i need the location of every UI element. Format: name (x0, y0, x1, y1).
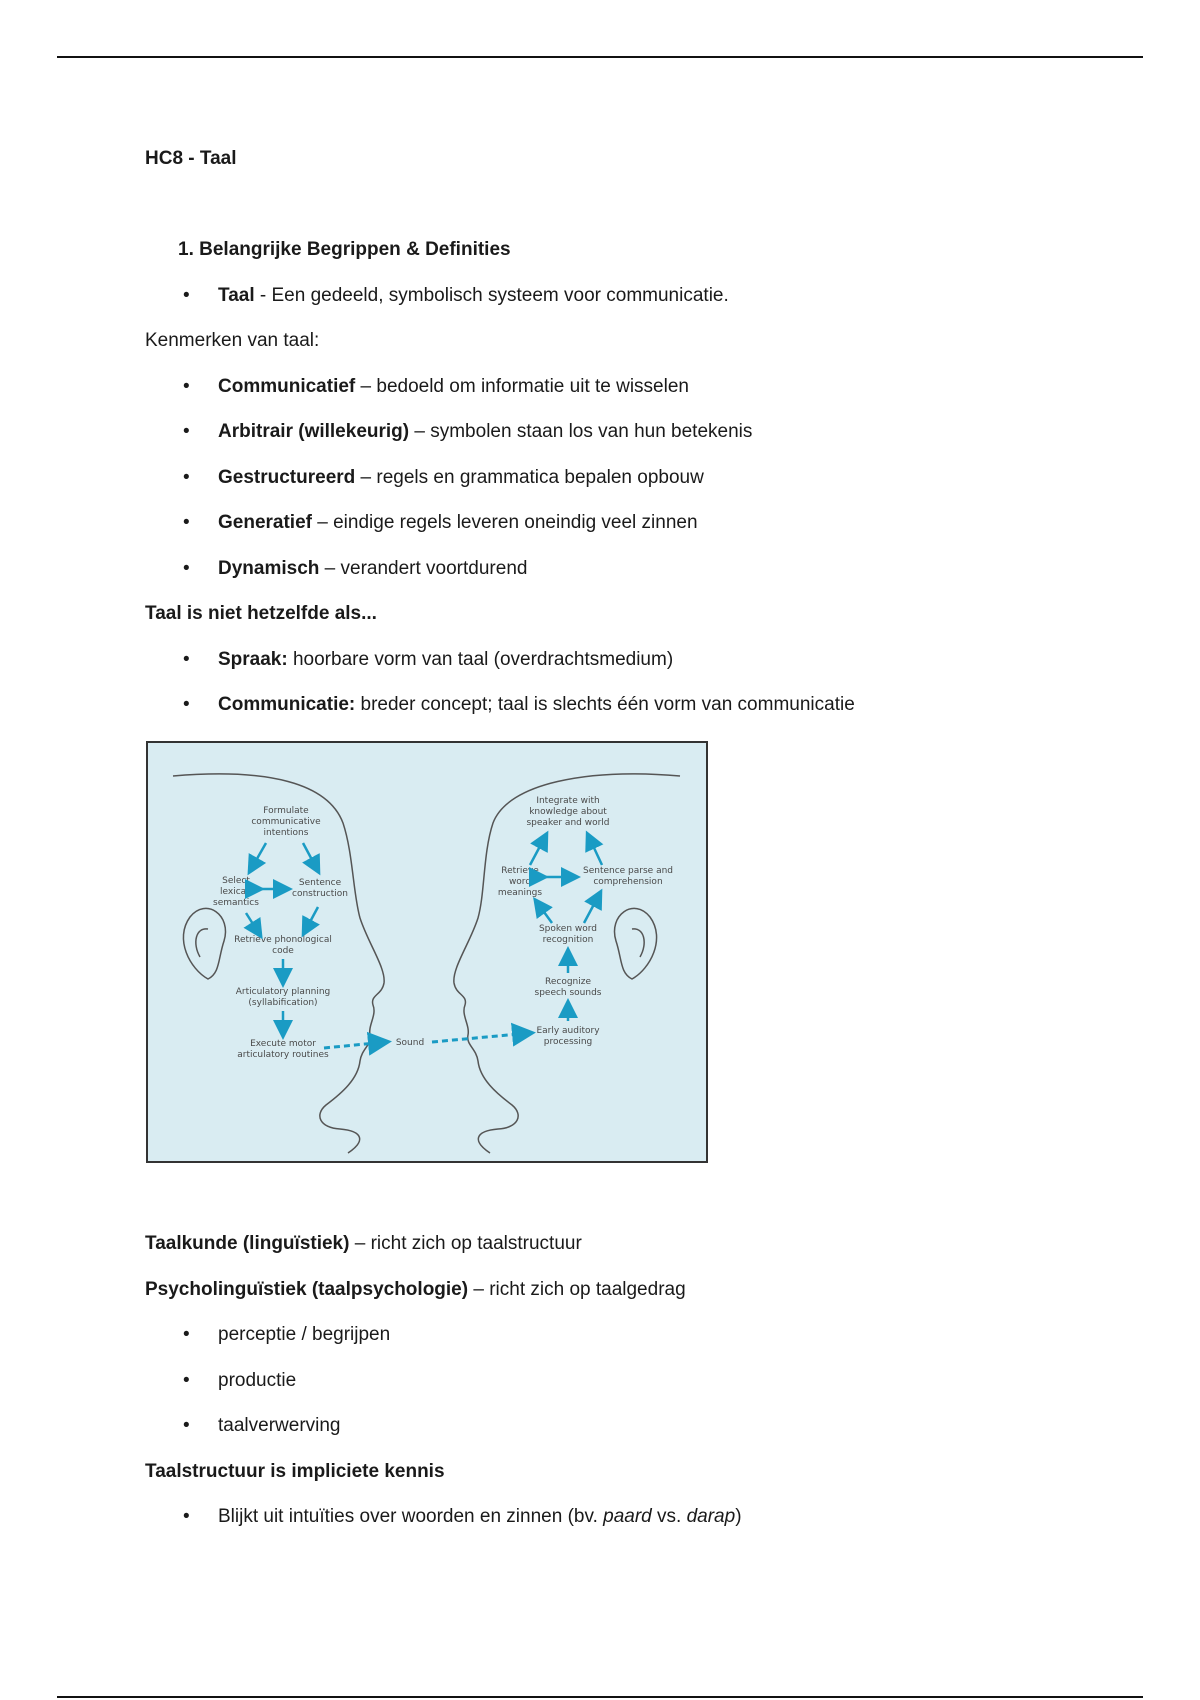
label-sound: Sound (395, 1038, 425, 1048)
item-text: perceptie / begrijpen (218, 1324, 391, 1345)
item-text: breder concept; taal is slechts één vorm van communicatie (355, 694, 855, 715)
top-rule (57, 56, 1143, 58)
feature-text: – symbolen staan los van hun betekenis (409, 421, 753, 442)
term: Generatief (218, 512, 312, 533)
feature-text: – regels en grammatica bepalen opbouw (355, 467, 704, 488)
label-sentence-construction: Sentence construction (292, 878, 348, 899)
item-text: hoorbare vorm van taal (overdrachtsmedium) (287, 649, 674, 670)
label-execute: Execute motor articulatory routines (237, 1039, 329, 1060)
psycholinguistics-line (145, 1278, 686, 1302)
page-title: HC8 - Taal (145, 148, 237, 169)
example-word: paard (603, 1506, 652, 1527)
arrow (584, 893, 600, 923)
label-integrate: Integrate with knowledge about speaker and world (526, 796, 610, 828)
not-same-heading: Taal is niet hetzelfde als... (145, 603, 377, 624)
arrow (304, 907, 318, 933)
label-recognize: Recognize speech sounds (534, 977, 602, 998)
term: Taal (218, 285, 255, 306)
feature-text: – verandert voortdurend (319, 558, 528, 579)
linguistics-text: – richt zich op taalstructuur (349, 1233, 582, 1254)
label-spoken-word: Spoken word recognition (538, 924, 598, 945)
bullet: • (183, 421, 190, 442)
speaker-ear-icon (183, 908, 225, 979)
term: Gestructureerd (218, 467, 356, 488)
term: Dynamisch (218, 558, 320, 579)
label-formulate: Formulate communicative intentions (251, 806, 321, 838)
term: Spraak: (218, 649, 288, 670)
feature-text: – eindige regels leveren oneindig veel zinnen (311, 512, 698, 533)
arrow (250, 843, 266, 871)
item-text: ) (735, 1506, 742, 1527)
section-heading: 1. Belangrijke Begrippen & Definities (178, 239, 511, 260)
arrow (588, 835, 602, 865)
sound-arrow (324, 1042, 386, 1048)
item-text: vs. (651, 1506, 687, 1527)
implicit-heading: Taalstructuur is impliciete kennis (145, 1461, 445, 1482)
item-text: productie (218, 1370, 297, 1391)
bullet: • (183, 649, 190, 670)
psycholinguistics-text: – richt zich op taalgedrag (468, 1279, 686, 1300)
bullet: • (183, 512, 190, 533)
bullet: • (183, 1415, 190, 1436)
term: Communicatief (218, 376, 356, 397)
label-select: Select lexical-semantics (213, 876, 259, 908)
feature-text: – bedoeld om informatie uit te wisselen (355, 376, 689, 397)
bottom-rule (57, 1696, 1143, 1698)
term: Taalkunde (linguïstiek) (145, 1233, 350, 1254)
speech-diagram-svg (148, 743, 706, 1161)
label-sentence-parse: Sentence parse and comprehension (582, 866, 674, 887)
linguistics-line (145, 1232, 582, 1256)
label-articulatory: Articulatory planning (syllabification) (235, 987, 331, 1008)
bullet: • (183, 1370, 190, 1391)
term: Arbitrair (willekeurig) (218, 421, 410, 442)
bullet: • (183, 1506, 190, 1527)
label-retrieve-word: Retrieve word meanings (497, 866, 543, 898)
term: Communicatie: (218, 694, 356, 715)
label-phonological: Retrieve phonological code (234, 935, 332, 956)
term: Psycholinguïstiek (taalpsychologie) (145, 1279, 469, 1300)
label-early-auditory: Early auditory processing (536, 1026, 600, 1047)
listener-ear-icon (615, 908, 657, 979)
arrow (303, 843, 318, 871)
definition-text: - Een gedeeld, symbolisch systeem voor communicatie. (254, 285, 729, 306)
item-text: Blijkt uit intuïties over woorden en zinnen (bv. (218, 1506, 604, 1527)
item-text: taalverwerving (218, 1415, 341, 1436)
bullet: • (183, 1324, 190, 1345)
arrow (246, 913, 260, 935)
arrow (530, 835, 546, 865)
bullet: • (183, 558, 190, 579)
example-nonword: darap (686, 1506, 736, 1527)
speech-diagram (146, 741, 708, 1163)
arrow (536, 901, 552, 923)
bullet: • (183, 467, 190, 488)
bullet: • (183, 285, 190, 306)
sound-arrow (432, 1033, 530, 1042)
features-intro: Kenmerken van taal: (145, 330, 320, 351)
bullet: • (183, 376, 190, 397)
bullet: • (183, 694, 190, 715)
